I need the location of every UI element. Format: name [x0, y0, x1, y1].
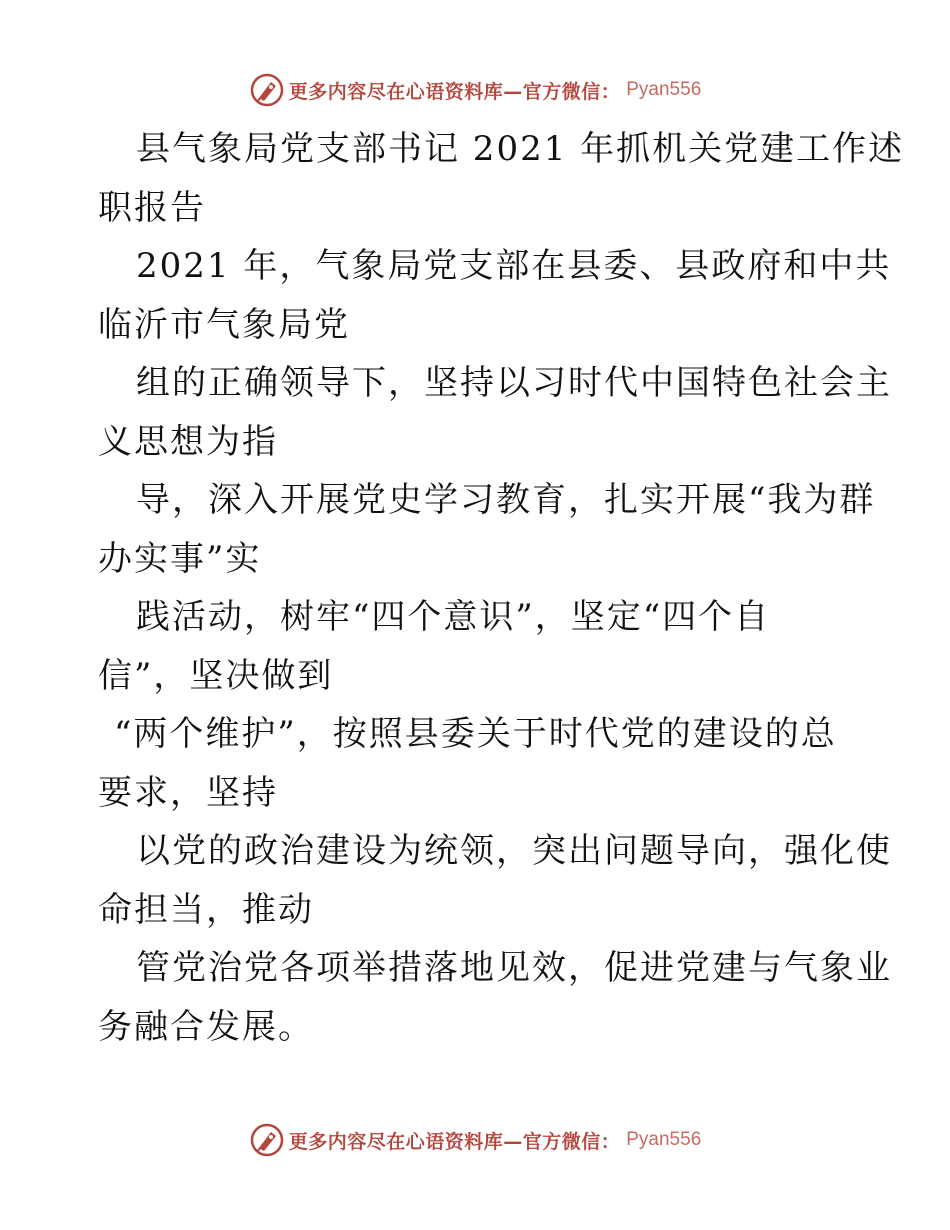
paragraph-line: 管党治党各项举措落地见效，促进党建与气象业 [136, 948, 892, 988]
paragraph-line: 要求，坚持 [98, 772, 278, 813]
document-body [98, 120, 905, 1056]
paragraph-line: “两个维护”，按照县委关于时代党的建设的总 [114, 714, 837, 754]
paragraph-line: 信”，坚决做到 [98, 655, 334, 696]
paragraph-line: 义思想为指 [98, 421, 278, 462]
footer-watermark-banner [0, 1120, 950, 1160]
title-line-1: 县气象局党支部书记 2021 年抓机关党建工作述 [136, 129, 905, 169]
paragraph-line: 命担当，推动 [98, 889, 314, 930]
paragraph-line: 以党的政治建设为统领，突出问题导向，强化使 [136, 831, 892, 871]
paragraph-line: 办实事”实 [98, 538, 262, 579]
paragraph-line: 临沂市气象局党 [98, 304, 350, 345]
banner-text: 更多内容尽在心语资料库—官方微信： [288, 80, 621, 103]
pen-nib-logo-icon [249, 72, 285, 108]
wechat-id: Pyan556 [626, 79, 702, 100]
title-line-2: 职报告 [98, 187, 206, 228]
paragraph-line: 组的正确领导下，坚持以习时代中国特色社会主 [136, 363, 892, 403]
paragraph-line: 导，深入开展党史学习教育，扎实开展“我为群 [136, 480, 876, 520]
paragraph-line: 践活动，树牢“四个意识”，坚定“四个自 [136, 597, 771, 637]
paragraph-line: 务融合发展。 [98, 1006, 314, 1047]
paragraph-line: 2021 年，气象局党支部在县委、县政府和中共 [136, 246, 892, 286]
pen-nib-logo-icon [249, 1122, 285, 1158]
header-watermark-banner [0, 70, 950, 110]
banner-text: 更多内容尽在心语资料库—官方微信： [288, 1130, 621, 1153]
wechat-id: Pyan556 [626, 1129, 702, 1150]
